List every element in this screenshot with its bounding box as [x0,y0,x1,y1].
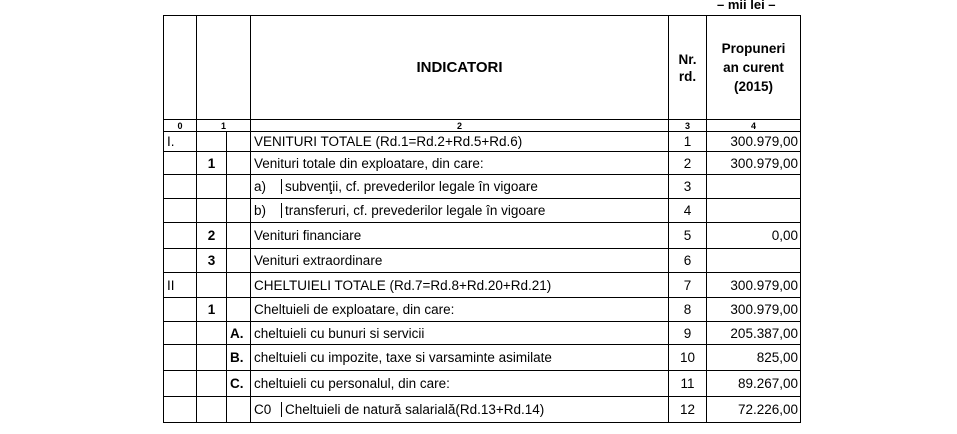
row-value: 89.267,00 [707,371,801,397]
row-section [164,249,197,273]
row-subsection [197,371,227,397]
header-col0 [164,16,197,120]
row-nr: 8 [669,298,707,322]
row-nr: 9 [669,322,707,345]
row-nr: 2 [669,152,707,175]
row-text: transferuri, cf. prevederilor legale în vigoare [285,203,546,218]
table-row [164,345,801,371]
row-subsection [197,345,227,371]
header-indicatori: INDICATORI [251,16,669,120]
row-subsection [197,322,227,345]
row-indicator: Venituri extraordinare [251,249,669,273]
row-letter [227,397,251,423]
header-propuneri: Propuneri an curent (2015) [707,16,801,120]
row-code: C0 [251,402,282,417]
row-subsection [197,132,227,152]
row-indicator: Venituri financiare [251,223,669,249]
table-row [164,199,801,223]
row-indicator [251,175,669,199]
row-letter [227,273,251,298]
row-section: I. [164,132,197,152]
row-value: 300.979,00 [707,298,801,322]
row-letter [227,132,251,152]
row-letter [227,152,251,175]
unit-label: – mii lei – [717,0,776,12]
row-section [164,322,197,345]
table-row [164,175,801,199]
table-row [164,298,801,322]
row-section [164,152,197,175]
row-subsection: 3 [197,249,227,273]
row-section: II [164,273,197,298]
row-indicator: CHELTUIELI TOTALE (Rd.7=Rd.8+Rd.20+Rd.21) [251,273,669,298]
row-subsection [197,397,227,423]
row-subsection [197,175,227,199]
row-subsection: 1 [197,298,227,322]
table-row [164,397,801,423]
row-subsection: 2 [197,223,227,249]
row-subsection [197,273,227,298]
row-nr: 12 [669,397,707,423]
row-letter [227,223,251,249]
col-number: 3 [669,120,707,132]
row-indicator: cheltuieli cu impozite, taxe si varsaminte asimilate [251,345,669,371]
row-value: 825,00 [707,345,801,371]
row-nr: 1 [669,132,707,152]
row-letter: C. [227,371,251,397]
row-indicator: cheltuieli cu bunuri si servicii [251,322,669,345]
row-value: 205.387,00 [707,322,801,345]
row-value: 300.979,00 [707,152,801,175]
table-row [164,223,801,249]
row-section [164,199,197,223]
col-number: 2 [251,120,669,132]
row-nr: 5 [669,223,707,249]
col-number: 1 [197,120,251,132]
column-number-row [164,120,801,132]
row-nr: 4 [669,199,707,223]
row-letter [227,175,251,199]
row-value: 300.979,00 [707,132,801,152]
row-indicator: Venituri totale din exploatare, din care: [251,152,669,175]
row-nr: 6 [669,249,707,273]
row-text: Cheltuieli de natură salarială(Rd.13+Rd.14) [285,402,545,417]
table-row [164,371,801,397]
table-row [164,273,801,298]
col-number: 4 [707,120,801,132]
row-value: 72.226,00 [707,397,801,423]
row-value [707,249,801,273]
budget-table [163,15,801,423]
row-nr: 10 [669,345,707,371]
col-number: 0 [164,120,197,132]
row-value [707,199,801,223]
table-row [164,132,801,152]
row-letter [227,199,251,223]
row-code: b) [251,203,282,218]
row-section [164,175,197,199]
row-letter [227,249,251,273]
row-code: a) [251,179,282,194]
table-row [164,249,801,273]
row-indicator: Cheltuieli de exploatare, din care: [251,298,669,322]
row-section [164,397,197,423]
row-letter: A. [227,322,251,345]
row-subsection [197,199,227,223]
row-section [164,223,197,249]
row-section [164,298,197,322]
row-indicator [251,397,669,423]
row-letter [227,298,251,322]
row-section [164,371,197,397]
row-value [707,175,801,199]
row-indicator [251,199,669,223]
table-row [164,152,801,175]
row-indicator: cheltuieli cu personalul, din care: [251,371,669,397]
row-nr: 7 [669,273,707,298]
row-value: 300.979,00 [707,273,801,298]
row-section [164,345,197,371]
row-value: 0,00 [707,223,801,249]
header-row [164,16,801,120]
row-letter: B. [227,345,251,371]
row-indicator: VENITURI TOTALE (Rd.1=Rd.2+Rd.5+Rd.6) [251,132,669,152]
table-row [164,322,801,345]
row-subsection: 1 [197,152,227,175]
row-text: subvenţii, cf. prevederilor legale în vigoare [285,179,538,194]
header-col1 [197,16,251,120]
row-nr: 3 [669,175,707,199]
header-nr-rd: Nr. rd. [669,16,707,120]
row-nr: 11 [669,371,707,397]
